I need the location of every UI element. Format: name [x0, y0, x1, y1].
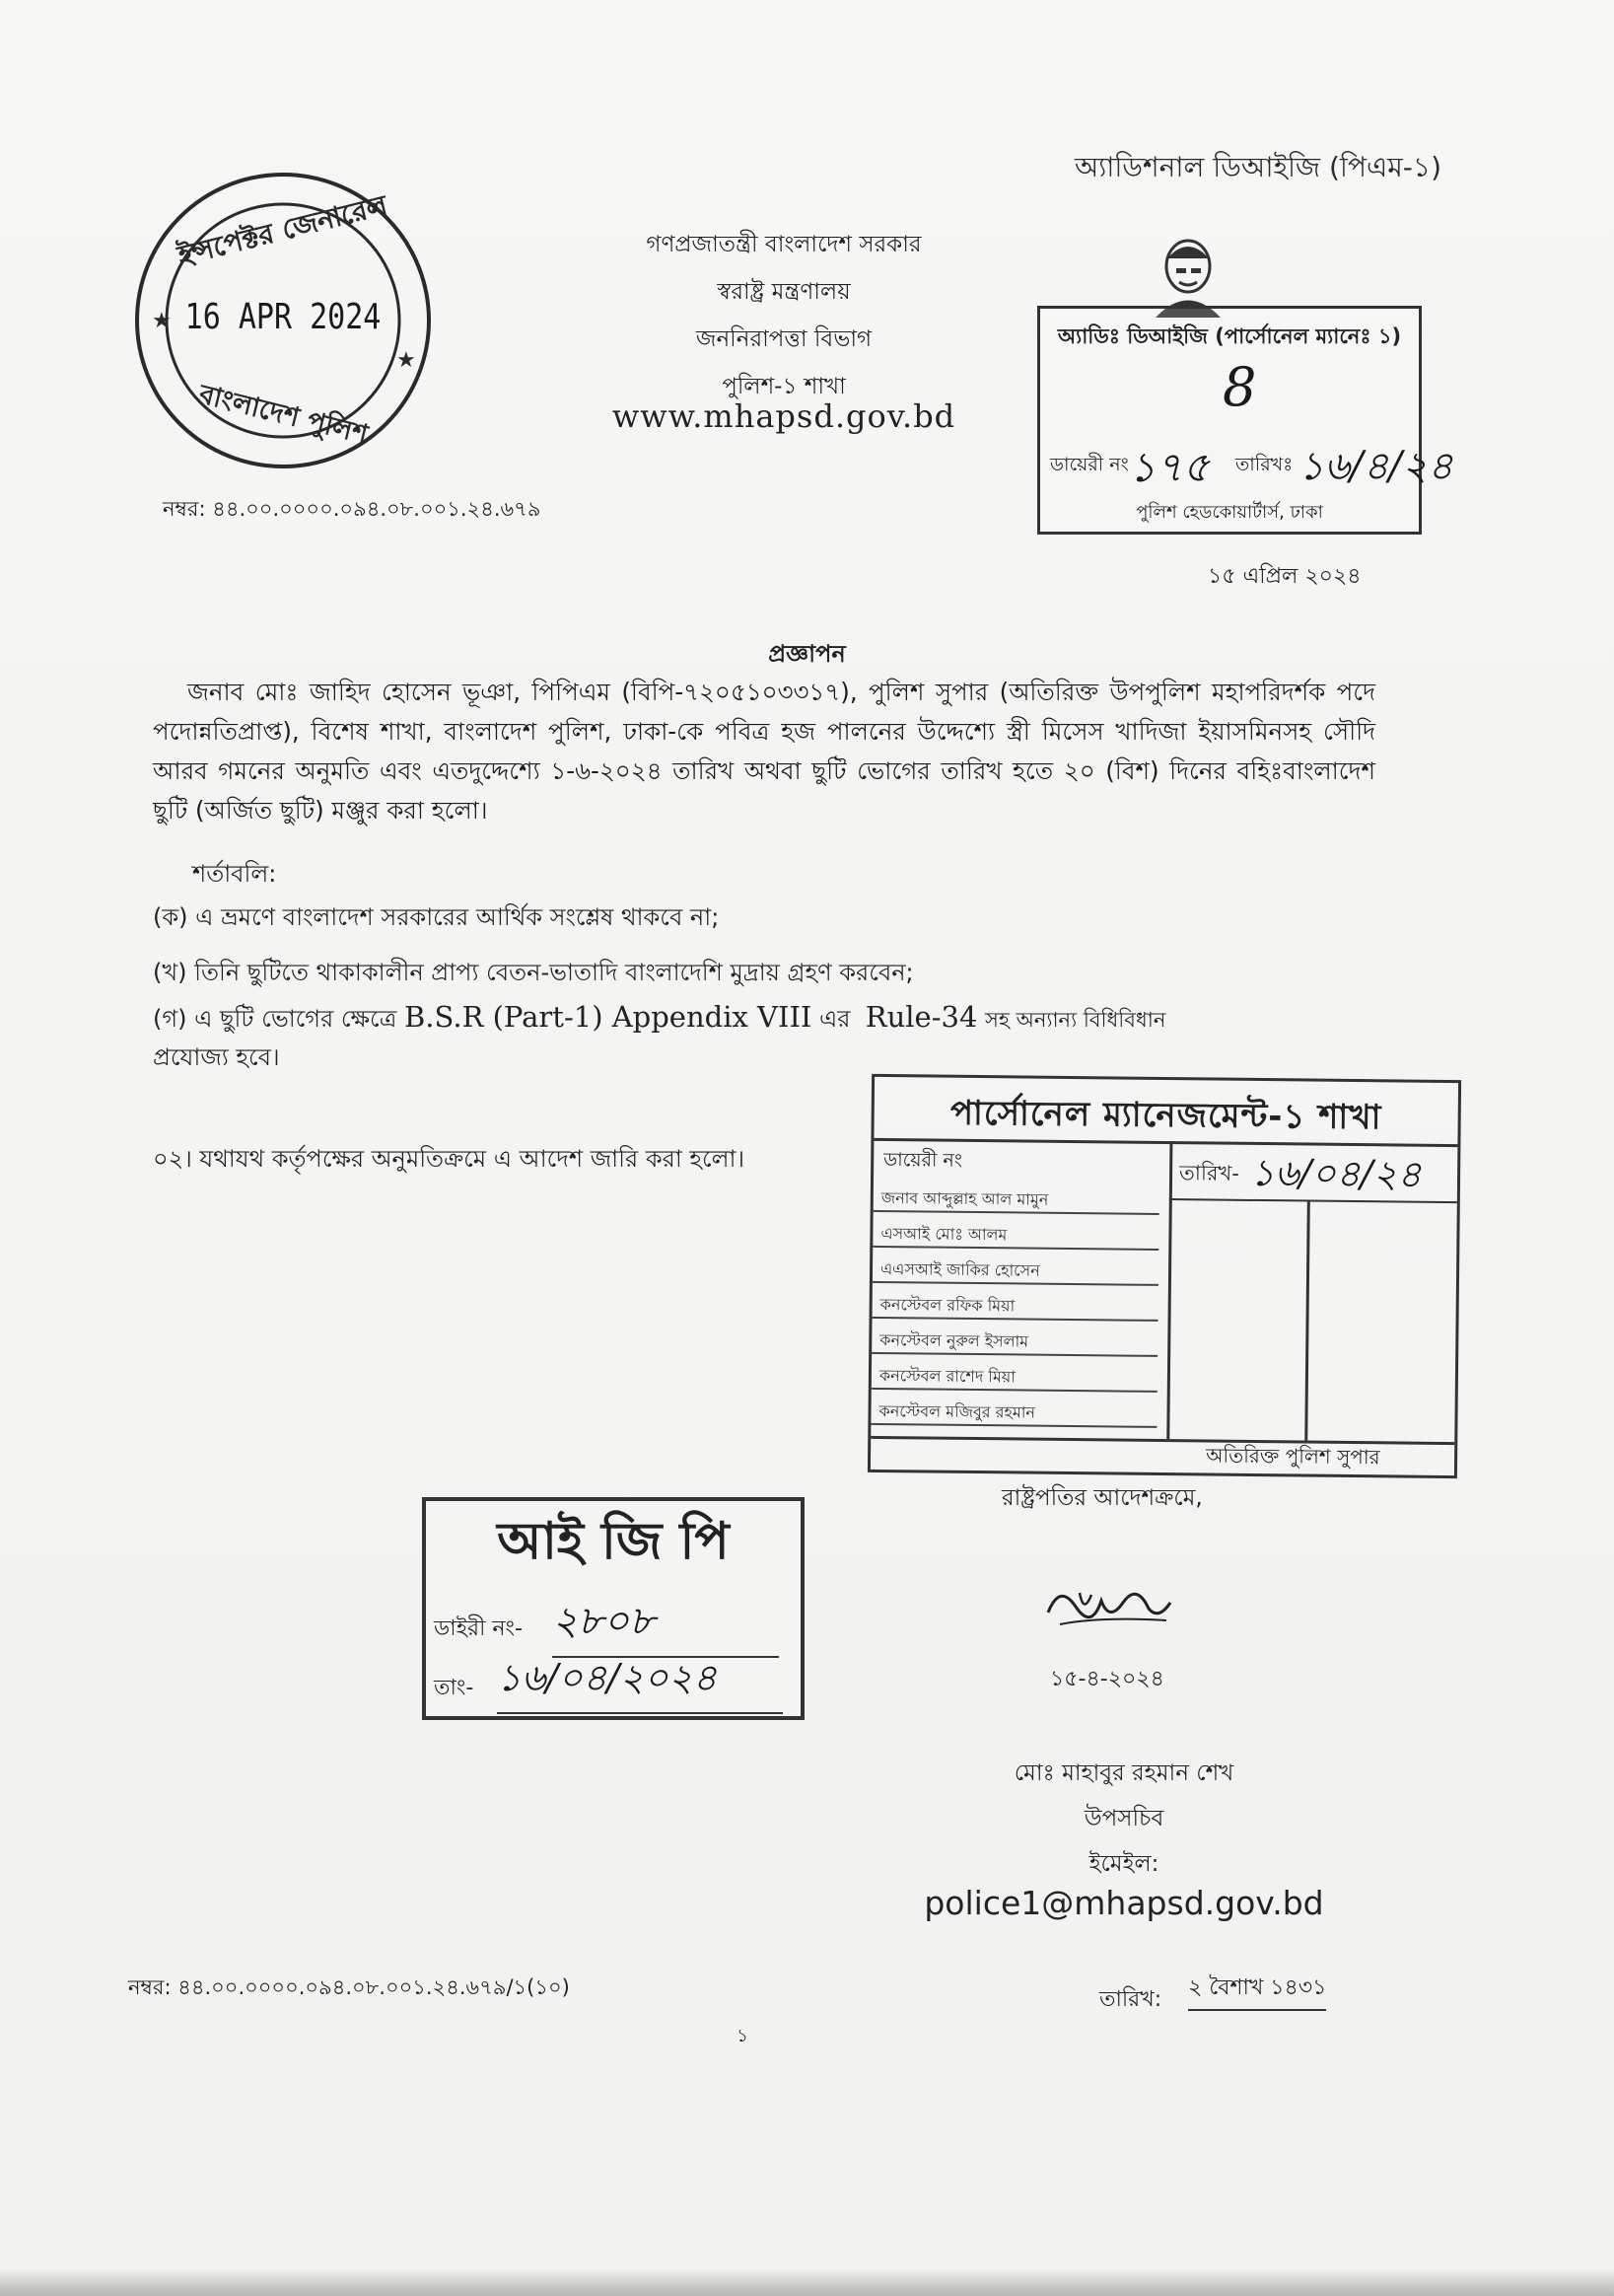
body-paragraph: জনাব মোঃ জাহিদ হোসেন ভূঞা, পিপিএম (বিপি-৭২০৫১০৩৩১৭), পুলিশ সুপার (অতিরিক্ত উপপুলিশ মহাপরিদর্শক পদে পদোন্নতিপ্রাপ্ত), বিশেষ শাখা, বাংলাদেশ পুলিশ, ঢাকা-কে পবিত্র হজ পালনের উদ্দেশ্যে স্ত্রী মিসেস খাদিজা ইয়াসমিনসহ সৌদি আরব গমনের অনুমতি এবং এতদুদ্দেশ্যে ১-৬-২০২৪ তারিখ অথবা ছুটি ভোগের তারিখ হতে ২০ (বিশ) দিনের বহিঃবাংলাদেশ ছুটি (অর্জিত ছুটি) মঞ্জুর করা হলো। — [153, 678, 1375, 825]
website-link[interactable]: www.mhapsd.gov.bd — [611, 397, 956, 435]
date-bengali: ২ বৈশাখ ১৪৩১ — [1188, 1971, 1326, 2011]
svg-text:★: ★ — [396, 348, 416, 373]
signatory-block — [937, 1751, 1311, 1887]
memo-number: নম্বর: ৪৪.০০.০০০০.০৯৪.০৮.০০১.২৪.৬৭৯ — [163, 497, 541, 521]
signature-image-icon — [1040, 1573, 1178, 1642]
date-label-2: তারিখ: — [1099, 1987, 1162, 2012]
personnel-row: জনাব আব্দুল্লাহ আল মামুন — [874, 1184, 1159, 1215]
receipt-stamp-top — [1037, 306, 1453, 535]
personnel-stamp — [868, 1074, 1461, 1478]
receipt-stamp-title: অ্যাডিঃ ডিআইজি (পার্সোনেল ম্যানেঃ ১) — [1057, 324, 1402, 348]
stamp-col-divider-2 — [1304, 1200, 1310, 1441]
conditions-heading: শর্তাবলি: — [192, 860, 277, 888]
gov-line-1: গণপ্রজাতন্ত্রী বাংলাদেশ সরকার — [646, 232, 922, 257]
personnel-date-label: তারিখ- — [1178, 1161, 1240, 1185]
igp-date-label: তাং- — [434, 1676, 474, 1700]
personnel-stamp-footer: অতিরিক্ত পুলিশ সুপার — [1205, 1443, 1380, 1470]
signature-date: ১৫-৪-২০২৪ — [1050, 1667, 1164, 1691]
seal-bottom-text: বাংলাদেশ পুলিশ — [195, 379, 372, 451]
personnel-row: কনস্টেবল নুরুল ইসলাম — [872, 1326, 1158, 1357]
condition-ga-line2: প্রযোজ্য হবে। — [153, 1043, 280, 1071]
issue-date: ১৫ এপ্রিল ২০২৪ — [1208, 564, 1362, 589]
condition-ga-code: B.S.R (Part-1) Appendix VIII — [403, 1000, 812, 1034]
scan-edge-shadow — [0, 2268, 1614, 2296]
condition-ga-rule: Rule-34 — [865, 1000, 978, 1034]
igp-date-value: ১৬/০৪/২০২৪ — [497, 1649, 783, 1714]
personnel-stamp-title: পার্সোনেল ম্যানেজমেন্ট-১ শাখা — [949, 1093, 1382, 1138]
igp-diary-no: ২৮০৮ — [552, 1590, 779, 1658]
condition-ga-prefix: (গ) এ ছুটি ভোগের ক্ষেত্রে — [153, 1005, 397, 1033]
round-seal-stamp — [130, 168, 436, 473]
gov-line-2: স্বরাষ্ট্র মন্ত্রণালয় — [717, 279, 851, 305]
condition-ga-mid: এর — [819, 1005, 851, 1033]
seal-top-text: ইন্সপেক্টর জেনারেল — [174, 188, 391, 272]
personnel-row: কনস্টেবল মজিবুর রহমান — [871, 1397, 1157, 1428]
signatory-email[interactable]: police1@mhapsd.gov.bd — [924, 1884, 1324, 1922]
by-order-text: রাষ্ট্রপতির আদেশক্রমে, — [1002, 1485, 1203, 1511]
condition-ka: (ক) এ ভ্রমণে বাংলাদেশ সরকারের আর্থিক সংশ্লেষ থাকবে না; — [153, 903, 720, 931]
seal-date: 16 APR 2024 — [184, 296, 382, 338]
personnel-date-value: ১৬/০৪/২৪ — [1249, 1150, 1423, 1196]
svg-text:★: ★ — [152, 309, 172, 333]
personnel-rows — [871, 1184, 1169, 1439]
portrait-emblem-icon — [1144, 229, 1232, 318]
signatory-designation: উপসচিব — [1084, 1806, 1164, 1831]
condition-ga-suffix: সহ অন্যান্য বিধিবিধান — [985, 1008, 1166, 1032]
personnel-row: কনস্টেবল রফিক মিয়া — [873, 1290, 1158, 1322]
receipt-date-value: ১৬/৪/২৪ — [1298, 444, 1453, 489]
igp-stamp — [422, 1497, 805, 1720]
gov-line-4: পুলিশ-১ শাখা — [722, 374, 846, 399]
receipt-date-label: তারিখঃ — [1235, 454, 1294, 475]
notice-title: প্রজ্ঞাপন — [768, 640, 846, 668]
igp-stamp-title: আই জি পি — [497, 1512, 730, 1571]
personnel-row: এএসআই জাকির হোসেন — [873, 1255, 1158, 1286]
page-number: ১ — [737, 2026, 748, 2046]
gov-line-3: জননিরাপত্তা বিভাগ — [695, 326, 873, 352]
receipt-diary-label: ডায়েরী নং — [1050, 454, 1129, 475]
receipt-stamp-mark: 8 — [1223, 356, 1257, 418]
para-02: ০২। যথাযথ কর্তৃপক্ষের অনুমতিক্রমে এ আদেশ জারি করা হলো। — [153, 1145, 745, 1173]
gov-header — [552, 221, 1016, 410]
signatory-email-label: ইমেইল: — [1088, 1851, 1159, 1877]
top-right-note: অ্যাডিশনাল ডিআইজি (পিএম-১) — [1074, 151, 1441, 183]
personnel-diary-label: ডায়েরী নং — [883, 1149, 963, 1172]
memo-number-2: নম্বর: ৪৪.০০.০০০০.০৯৪.০৮.০০১.২৪.৬৭৯/১(১০) — [128, 1975, 570, 1999]
igp-diary-label: ডাইরী নং- — [434, 1616, 523, 1641]
signatory-name: মোঃ মাহাবুর রহমান শেখ — [1014, 1760, 1234, 1786]
receipt-footer: পুলিশ হেডকোয়ার্টার্স, ঢাকা — [1136, 502, 1323, 523]
condition-kha: (খ) তিনি ছুটিতে থাকাকালীন প্রাপ্য বেতন-ভাতাদি বাংলাদেশি মুদ্রায় গ্রহণ করবেন; — [153, 959, 914, 986]
personnel-row: কনস্টেবল রাশেদ মিয়া — [872, 1361, 1158, 1393]
receipt-diary-no: ১৭৫ — [1129, 443, 1210, 491]
condition-ga — [153, 1000, 1165, 1040]
personnel-row: এসআই মোঃ আলম — [873, 1219, 1158, 1251]
